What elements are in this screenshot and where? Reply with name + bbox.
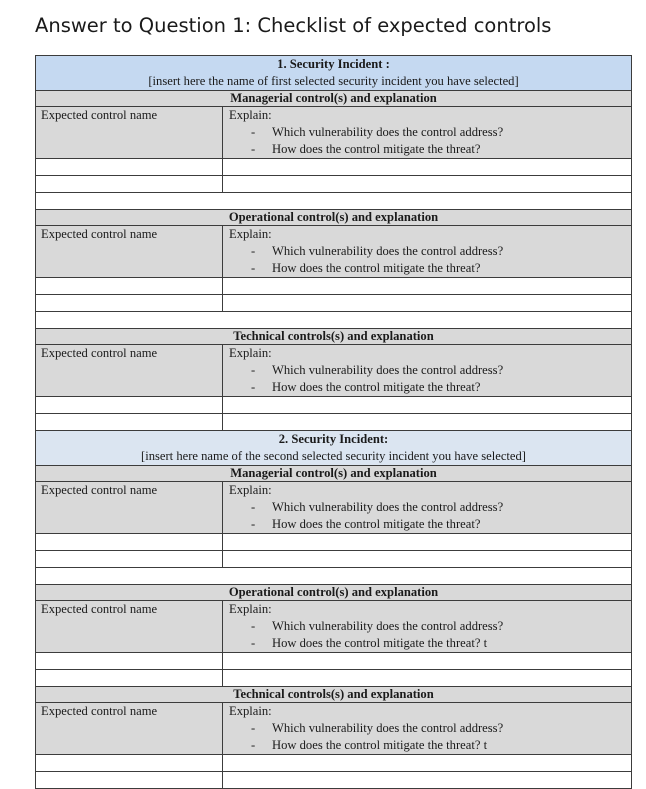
question-mitigation: How does the control mitigate the threat? — [272, 517, 481, 531]
answer-row — [36, 653, 632, 670]
explain-label: Explain: — [229, 704, 272, 718]
explain-label: Explain: — [229, 227, 272, 241]
explain-label: Explain: — [229, 602, 272, 616]
question-vulnerability: Which vulnerability does the control address? — [272, 244, 504, 258]
answer-explain-cell[interactable] — [223, 755, 632, 772]
answer-name-cell[interactable] — [36, 670, 223, 687]
answer-row — [36, 295, 632, 312]
incident-2-technical-row — [36, 703, 632, 755]
control-name-cell[interactable] — [36, 703, 223, 755]
explain-cell[interactable] — [223, 107, 632, 159]
question-vulnerability: Which vulnerability does the control address? — [272, 125, 504, 139]
incident-2-operational-row — [36, 601, 632, 653]
question-mitigation: How does the control mitigate the threat? t — [272, 738, 488, 752]
answer-name-cell[interactable] — [36, 397, 223, 414]
question-mitigation: How does the control mitigate the threat? — [272, 261, 481, 275]
dash-bullet: - — [251, 125, 256, 139]
question-list — [229, 618, 631, 652]
incident-2-placeholder: [insert here name of the second selected security incident you have selected] — [141, 449, 526, 463]
question-mitigation: How does the control mitigate the threat? t — [272, 636, 488, 650]
question-item — [251, 635, 631, 652]
incident-1-heading: 1. Security Incident : — [277, 57, 390, 71]
dash-bullet: - — [251, 380, 256, 394]
question-mitigation: How does the control mitigate the threat? — [272, 380, 481, 394]
answer-row — [36, 534, 632, 551]
answer-name-cell[interactable] — [36, 755, 223, 772]
answer-row — [36, 670, 632, 687]
dash-bullet: - — [251, 142, 256, 156]
explain-label: Explain: — [229, 346, 272, 360]
dash-bullet: - — [251, 636, 256, 650]
question-vulnerability: Which vulnerability does the control address? — [272, 500, 504, 514]
question-item — [251, 720, 631, 737]
dash-bullet: - — [251, 619, 256, 633]
question-item — [251, 260, 631, 277]
answer-explain-cell[interactable] — [223, 176, 632, 193]
page-title: Answer to Question 1: Checklist of expected controls — [35, 14, 552, 37]
incident-2-header — [36, 431, 632, 466]
question-item — [251, 379, 631, 396]
control-name-label: Expected control name — [41, 227, 158, 241]
answer-name-cell[interactable] — [36, 653, 223, 670]
section-heading: Technical controls(s) and explanation — [36, 329, 632, 345]
answer-explain-cell[interactable] — [223, 159, 632, 176]
dash-bullet: - — [251, 517, 256, 531]
explain-cell[interactable] — [223, 703, 632, 755]
question-vulnerability: Which vulnerability does the control address? — [272, 721, 504, 735]
answer-name-cell[interactable] — [36, 278, 223, 295]
question-list — [229, 720, 631, 754]
spacer-row — [36, 193, 632, 210]
control-name-label: Expected control name — [41, 602, 158, 616]
answer-explain-cell[interactable] — [223, 670, 632, 687]
answer-row — [36, 551, 632, 568]
control-name-cell[interactable] — [36, 345, 223, 397]
dash-bullet: - — [251, 244, 256, 258]
incident-2-managerial-header — [36, 466, 632, 482]
answer-name-cell[interactable] — [36, 159, 223, 176]
answer-explain-cell[interactable] — [223, 551, 632, 568]
question-list — [229, 124, 631, 158]
incident-1-header — [36, 56, 632, 91]
answer-row — [36, 755, 632, 772]
answer-explain-cell[interactable] — [223, 295, 632, 312]
control-name-label: Expected control name — [41, 483, 158, 497]
question-item — [251, 737, 631, 754]
incident-2-operational-header — [36, 585, 632, 601]
answer-name-cell[interactable] — [36, 534, 223, 551]
section-heading: Managerial control(s) and explanation — [36, 466, 632, 482]
incident-2-technical-header — [36, 687, 632, 703]
answer-row — [36, 278, 632, 295]
control-name-label: Expected control name — [41, 346, 158, 360]
spacer-cell — [36, 312, 632, 329]
dash-bullet: - — [251, 261, 256, 275]
incident-1-operational-header — [36, 210, 632, 226]
question-list — [229, 499, 631, 533]
incident-2-header-cell[interactable] — [36, 431, 632, 466]
answer-explain-cell[interactable] — [223, 653, 632, 670]
spacer-cell — [36, 193, 632, 210]
answer-explain-cell[interactable] — [223, 414, 632, 431]
question-vulnerability: Which vulnerability does the control address? — [272, 619, 504, 633]
explain-cell[interactable] — [223, 226, 632, 278]
control-name-label: Expected control name — [41, 108, 158, 122]
answer-name-cell[interactable] — [36, 772, 223, 789]
question-item — [251, 516, 631, 533]
question-item — [251, 618, 631, 635]
dash-bullet: - — [251, 721, 256, 735]
question-item — [251, 499, 631, 516]
explain-label: Explain: — [229, 483, 272, 497]
incident-2-managerial-row — [36, 482, 632, 534]
answer-row — [36, 397, 632, 414]
control-name-label: Expected control name — [41, 704, 158, 718]
incident-1-technical-row — [36, 345, 632, 397]
incident-1-managerial-row — [36, 107, 632, 159]
spacer-row — [36, 568, 632, 585]
answer-row — [36, 772, 632, 789]
control-name-cell[interactable] — [36, 482, 223, 534]
question-mitigation: How does the control mitigate the threat? — [272, 142, 481, 156]
question-item — [251, 124, 631, 141]
explain-cell[interactable] — [223, 601, 632, 653]
dash-bullet: - — [251, 363, 256, 377]
answer-explain-cell[interactable] — [223, 397, 632, 414]
explain-label: Explain: — [229, 108, 272, 122]
section-heading: Managerial control(s) and explanation — [36, 91, 632, 107]
answer-explain-cell[interactable] — [223, 278, 632, 295]
answer-name-cell[interactable] — [36, 176, 223, 193]
explain-cell[interactable] — [223, 482, 632, 534]
spacer-row — [36, 312, 632, 329]
dash-bullet: - — [251, 500, 256, 514]
control-name-cell[interactable] — [36, 601, 223, 653]
incident-1-managerial-header — [36, 91, 632, 107]
incident-1-header-cell[interactable] — [36, 56, 632, 91]
section-heading: Operational control(s) and explanation — [36, 585, 632, 601]
dash-bullet: - — [251, 738, 256, 752]
answer-explain-cell[interactable] — [223, 772, 632, 789]
section-heading: Technical controls(s) and explanation — [36, 687, 632, 703]
answer-name-cell[interactable] — [36, 295, 223, 312]
question-list — [229, 243, 631, 277]
answer-explain-cell[interactable] — [223, 534, 632, 551]
answer-name-cell[interactable] — [36, 551, 223, 568]
incident-2-heading: 2. Security Incident: — [278, 432, 389, 446]
answer-name-cell[interactable] — [36, 414, 223, 431]
spacer-cell — [36, 568, 632, 585]
answer-row — [36, 176, 632, 193]
question-item — [251, 362, 631, 379]
section-heading: Operational control(s) and explanation — [36, 210, 632, 226]
question-item — [251, 141, 631, 158]
incident-1-operational-row — [36, 226, 632, 278]
answer-row — [36, 159, 632, 176]
incident-1-placeholder: [insert here the name of first selected security incident you have selected] — [148, 74, 519, 88]
question-list — [229, 362, 631, 396]
controls-checklist-table — [35, 55, 632, 789]
explain-cell[interactable] — [223, 345, 632, 397]
control-name-cell[interactable] — [36, 107, 223, 159]
answer-row — [36, 414, 632, 431]
control-name-cell[interactable] — [36, 226, 223, 278]
incident-1-technical-header — [36, 329, 632, 345]
question-item — [251, 243, 631, 260]
question-vulnerability: Which vulnerability does the control address? — [272, 363, 504, 377]
